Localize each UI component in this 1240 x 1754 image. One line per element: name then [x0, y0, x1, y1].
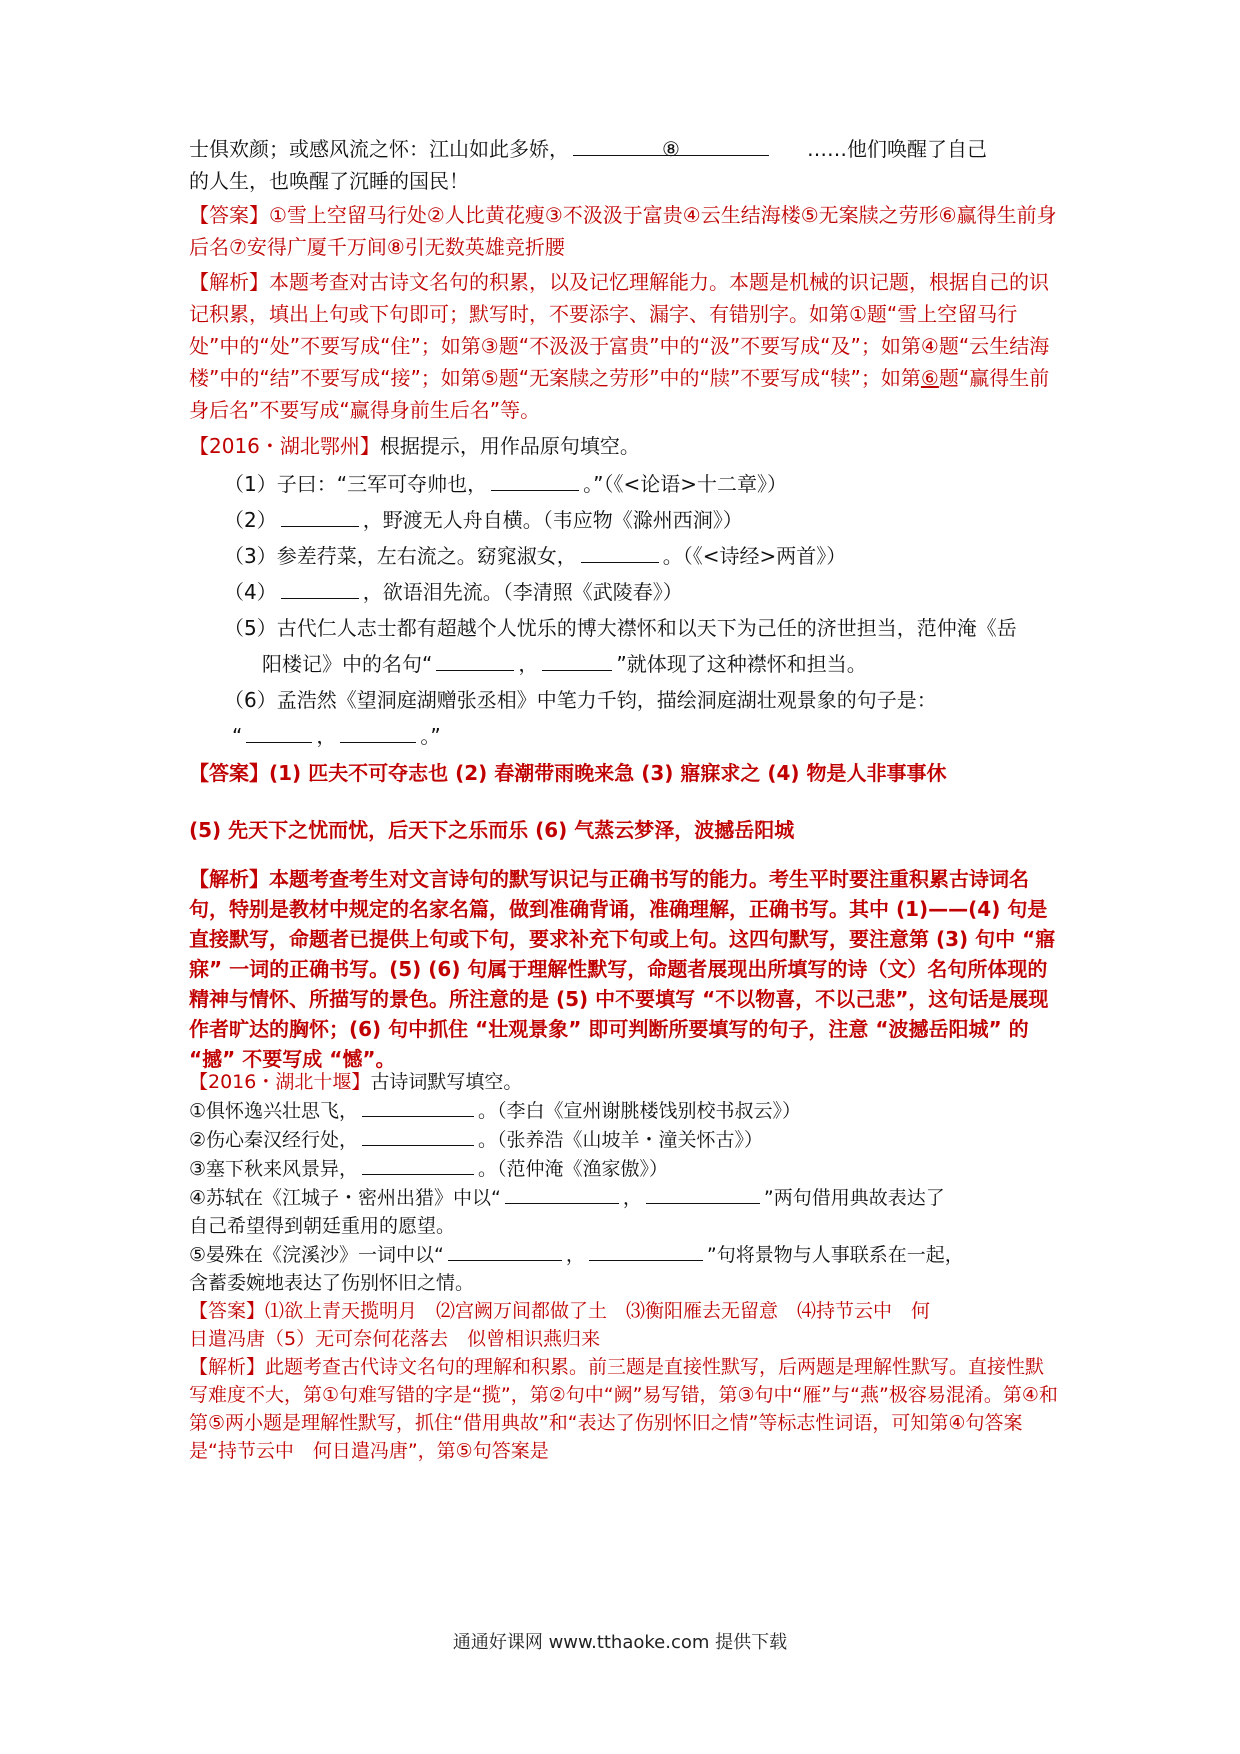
analysis-text: 【解析】本题考查考生对文言诗句的默写识记与正确书写的能力。考生平时要注重积累古诗词名句，特别是教材中规定的名家名篇，做到准确背诵，准确理解，正确书写。其中 (1)——(4) 句是直接默写，命题者已提供上句或下句，要求补充下句或上句。这四句默写，要注意第 (3) 句中 “寤寐” 一词的正确书写。(5) (6) 句属于理解性默写，命题者展现出所填写的诗（文）名句所体现的精神与情怀、所描写的景色。所注意的是 (5) 中不要填写 “不以物喜，不以己悲”，这句话是展现作者旷达的胸怀；(6) 句中抓住 “壮观景象” 即可判断所要填写的句子，注意 “波撼岳阳城” 的 “撼” 不要写成 “憾”。: [189, 867, 1056, 1071]
section-heading: [189, 1068, 1061, 1096]
intro-line-2: 的人生，也唤醒了沉睡的国民！: [189, 169, 469, 193]
fill-blank: [448, 1240, 562, 1261]
fill-blank: [281, 576, 359, 599]
analysis-block-1: [189, 266, 1061, 426]
fill-blank: [362, 1154, 474, 1175]
intro-text-after: ……他们唤醒了自己: [807, 137, 987, 161]
question-text: ，欲语泪先流。（李清照《武陵春》）: [362, 580, 683, 604]
answer-line: 日遣冯唐（5）无可奈何花落去 似曾相识燕归来: [189, 1328, 601, 1350]
question-text: ，: [518, 652, 539, 676]
question-text: ”两句借用典故表达了: [763, 1187, 945, 1209]
section-prompt: 根据提示，用作品原句填空。: [379, 434, 640, 458]
fill-blank: [491, 468, 579, 491]
intro-paragraph: [189, 133, 1061, 197]
question-text: （3）参差荇菜，左右流之。窈窕淑女，: [224, 544, 577, 568]
question-text: “: [232, 724, 243, 748]
question-text: ①俱怀逸兴壮思飞，: [189, 1100, 359, 1122]
fill-blank: [436, 648, 514, 671]
question-text: 。（《<诗经>两首》）: [662, 544, 847, 568]
question-text: ③塞下秋来风景异，: [189, 1158, 359, 1180]
fill-blank: [589, 1240, 703, 1261]
question-2: [189, 1125, 1061, 1154]
question-text: ”句将景物与人事联系在一起，: [706, 1244, 964, 1266]
question-text: 。（李白《宣州谢朓楼饯别校书叔云》）: [478, 1100, 802, 1122]
analysis-block-2: [189, 864, 1061, 1074]
question-1: [189, 1096, 1061, 1125]
question-6-cont: [189, 718, 1061, 754]
question-text: （6）孟浩然《望洞庭湖赠张丞相》中笔力千钧，描绘洞庭湖壮观景象的句子是：: [224, 688, 937, 712]
fill-blank: [362, 1096, 474, 1117]
question-text: 。（范仲淹《渔家傲》）: [478, 1158, 669, 1180]
question-4-cont: 自己希望得到朝廷重用的愿望。: [189, 1215, 456, 1237]
question-5-cont: [189, 646, 1061, 682]
question-5: [189, 1240, 1061, 1269]
fill-blank: [573, 133, 769, 161]
question-text: 。”: [420, 724, 441, 748]
question-2: [189, 502, 1061, 538]
fill-blank: [246, 720, 312, 743]
answer-line: (5) 先天下之忧而忧，后天下之乐而乐 (6) 气蒸云梦泽，波撼岳阳城: [189, 818, 795, 842]
section-heading: [189, 430, 1061, 462]
answer-text: 【答案】①雪上空留马行处②人比黄花瘦③不汲汲于富贵④云生结海楼⑤无案牍之劳形⑥赢得生前身后名⑦安得广厦千万间⑧引无数英雄竞折腰: [189, 203, 1057, 259]
blank-label: ⑧: [662, 137, 680, 161]
fill-blank: [505, 1183, 619, 1204]
intro-text: 士俱欢颜；或感风流之怀：江山如此多娇，: [189, 137, 569, 161]
fill-blank: [581, 540, 659, 563]
underlined-marker: ⑥: [920, 366, 939, 390]
page-footer: 通通好课网 www.tthaoke.com 提供下载: [452, 1632, 788, 1653]
section-prompt: 古诗词默写填空。: [370, 1071, 523, 1093]
question-text: ，野渡无人舟自横。（韦应物《滁州西涧》）: [362, 508, 743, 532]
question-text: ⑤晏殊在《浣溪沙》一词中以“: [189, 1244, 444, 1266]
intro-line-1: [189, 133, 1061, 165]
question-text: ②伤心秦汉经行处，: [189, 1129, 359, 1151]
section-ezhou: [189, 430, 1061, 754]
source-tag: 【2016・湖北鄂州】: [189, 434, 380, 458]
fill-blank: [281, 504, 359, 527]
answer-block-2: [189, 757, 1061, 846]
question-3: [189, 538, 1061, 574]
question-text: （2）: [224, 508, 277, 532]
question-text: ，: [565, 1244, 585, 1266]
question-text: ，: [316, 724, 337, 748]
fill-blank: [542, 648, 612, 671]
question-4: [189, 574, 1061, 610]
question-5-cont: 含蓄委婉地表达了伤别怀旧之情。: [189, 1272, 475, 1294]
answer-line: 【答案】⑴欲上青天揽明月 ⑵宫阙万间都做了土 ⑶衡阳雁去无留意 ⑷持节云中 何: [189, 1300, 931, 1322]
question-text: 阳楼记》中的名句“: [262, 652, 433, 676]
question-6: [189, 682, 1061, 718]
question-3: [189, 1154, 1061, 1183]
fill-blank: [340, 720, 416, 743]
answer-line: 【答案】(1) 匹夫不可夺志也 (2) 春潮带雨晚来急 (3) 寤寐求之 (4) 物是人非事事休: [189, 761, 947, 785]
question-text: （5）古代仁人志士都有超越个人忧乐的博大襟怀和以天下为己任的济世担当，范仲淹《岳: [224, 616, 1017, 640]
question-text: （4）: [224, 580, 277, 604]
fill-blank: [362, 1125, 474, 1146]
analysis-text-part: 【解析】本题考查对古诗文名句的积累，以及记忆理解能力。本题是机械的识记题，根据自己的识记积累，填出上句或下句即可；默写时，不要添字、漏字、有错别字。如第①题“雪上空留马行处”中的“处”不要写成“住”；如第③题“不汲汲于富贵”中的“汲”不要写成“及”；如第④题“云生结海楼”中的“结”不要写成“接”；如第⑤题“无案牍之劳形”中的“牍”不要写成“犊”；如第: [189, 270, 1050, 390]
question-text: 。”（《<论语>十二章》）: [583, 472, 787, 496]
question-1: [189, 466, 1061, 502]
analysis-text: [189, 266, 1061, 426]
question-5: [189, 610, 1061, 646]
analysis-text: 【解析】此题考查古代诗文名句的理解和积累。前三题是直接性默写，后两题是理解性默写。直接性默写难度不大，第①句难写错的字是“揽”，第②句中“阙”易写错，第③句中“雁”与“燕”极容易混淆。第④和第⑤两小题是理解性默写，抓住“借用典故”和“表达了伤别怀旧之情”等标志性词语，可知第④句答案是“持节云中 何日遣冯唐”，第⑤句答案是: [189, 1356, 1058, 1462]
fill-blank: [646, 1183, 760, 1204]
analysis-text-part: 题“赢得生前身后名”不要写成“赢得身前生后名”等。: [189, 366, 1050, 422]
question-text: ”就体现了这种襟怀和担当。: [616, 652, 867, 676]
section-shiyan: [189, 1068, 1061, 1465]
question-text: ，: [622, 1187, 642, 1209]
answer-block-1: [189, 199, 1061, 263]
question-text: （1）子曰：“三军可夺帅也，: [224, 472, 488, 496]
source-tag: 【2016・湖北十堰】: [189, 1071, 371, 1093]
question-text: ④苏轼在《江城子・密州出猎》中以“: [189, 1187, 501, 1209]
question-text: 。（张养浩《山坡羊・潼关怀古》）: [478, 1129, 764, 1151]
question-4: [189, 1183, 1061, 1212]
